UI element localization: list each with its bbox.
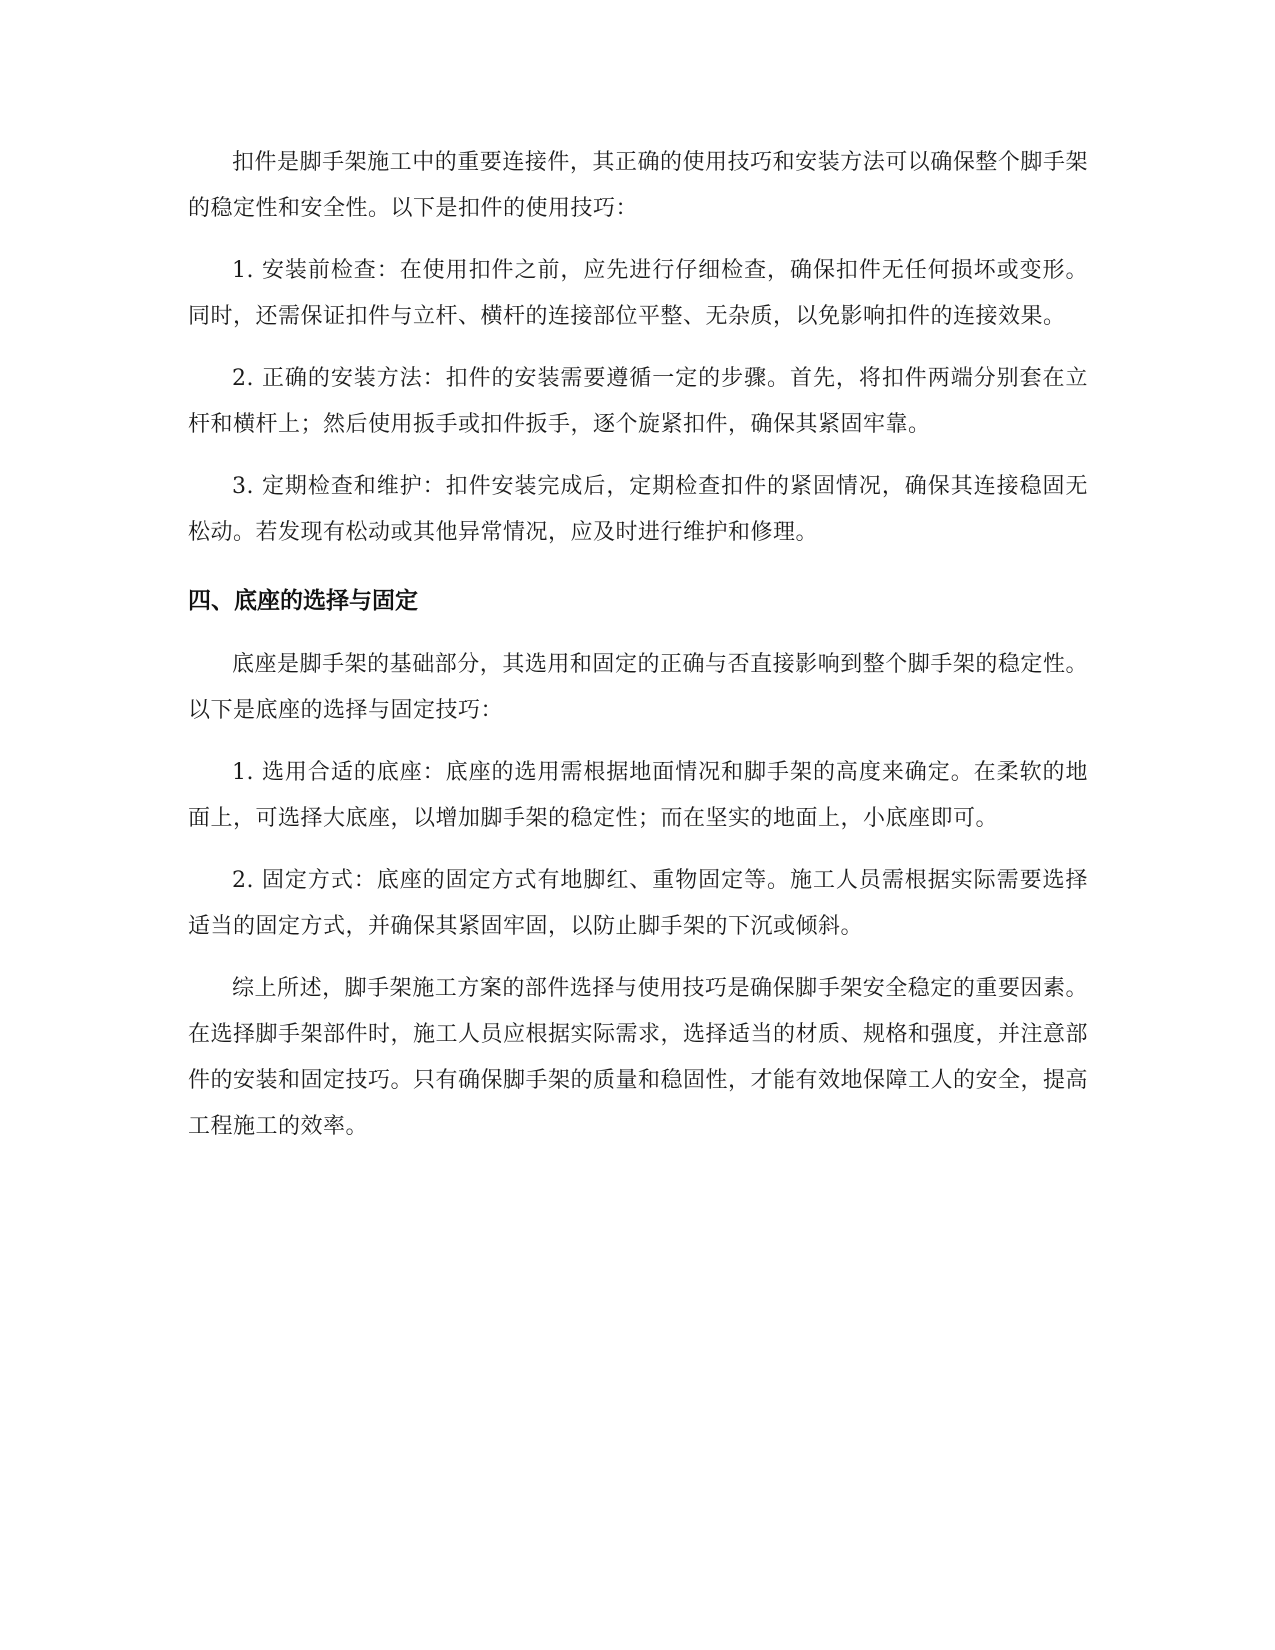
paragraph-base-intro: 底座是脚手架的基础部分，其选用和固定的正确与否直接影响到整个脚手架的稳定性。以下是底座的选择与固定技巧：	[188, 652, 1088, 723]
paragraph-fastener-intro: 扣件是脚手架施工中的重要连接件，其正确的使用技巧和安装方法可以确保整个脚手架的稳定性和安全性。以下是扣件的使用技巧：	[188, 150, 1088, 221]
paragraph-conclusion: 综上所述，脚手架施工方案的部件选择与使用技巧是确保脚手架安全稳定的重要因素。在选择脚手架部件时，施工人员应根据实际需求，选择适当的材质、规格和强度，并注意部件的安装和固定技巧。只有确保脚手架的质量和稳固性，才能有效地保障工人的安全，提高工程施工的效率。	[188, 976, 1089, 1139]
paragraph-base-tip-1: 1. 选用合适的底座：底座的选用需根据地面情况和脚手架的高度来确定。在柔软的地面上，可选择大底座，以增加脚手架的稳定性；而在坚实的地面上，小底座即可。	[188, 760, 1088, 831]
paragraph-base-tip-2: 2. 固定方式：底座的固定方式有地脚红、重物固定等。施工人员需根据实际需要选择适当的固定方式，并确保其紧固牢固，以防止脚手架的下沉或倾斜。	[188, 868, 1088, 939]
paragraph-fastener-tip-2: 2. 正确的安装方法：扣件的安装需要遵循一定的步骤。首先，将扣件两端分别套在立杆和横杆上；然后使用扳手或扣件扳手，逐个旋紧扣件，确保其紧固牢靠。	[188, 366, 1088, 437]
document-page	[188, 140, 1088, 1150]
paragraph-fastener-tip-3: 3. 定期检查和维护：扣件安装完成后，定期检查扣件的紧固情况，确保其连接稳固无松动。若发现有松动或其他异常情况，应及时进行维护和修理。	[188, 474, 1088, 545]
paragraph-fastener-tip-1: 1. 安装前检查：在使用扣件之前，应先进行仔细检查，确保扣件无任何损坏或变形。同时，还需保证扣件与立杆、横杆的连接部位平整、无杂质，以免影响扣件的连接效果。	[188, 258, 1088, 329]
section-heading: 四、底座的选择与固定	[188, 588, 418, 614]
